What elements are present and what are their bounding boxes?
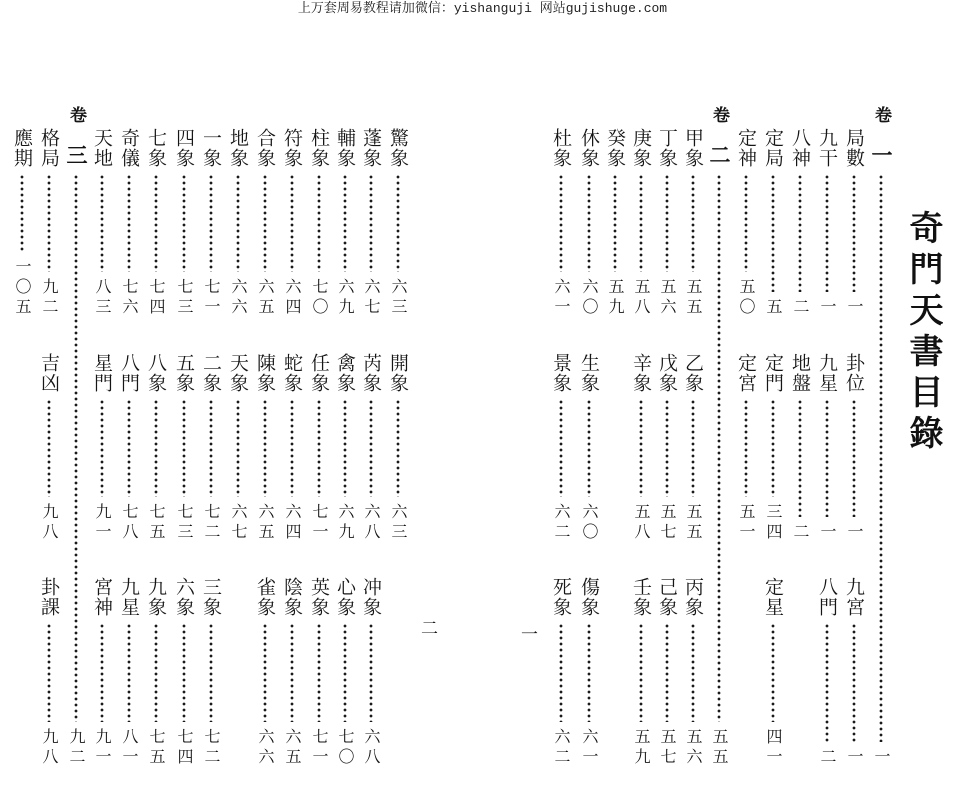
entry-page-number: 二 xyxy=(818,748,837,768)
entry-label: 九宮 xyxy=(843,577,865,617)
leader-dots xyxy=(342,399,348,497)
leader-dots xyxy=(824,399,830,517)
leader-dots xyxy=(716,174,722,722)
entry-label: 英象 xyxy=(308,577,330,617)
leader-dots xyxy=(46,174,52,272)
entry-label: 局數 xyxy=(843,128,865,168)
entry-label: 星門 xyxy=(91,353,113,393)
leader-dots xyxy=(878,174,884,742)
entry-page-number: 六四 xyxy=(283,503,302,543)
entry-label: 五象 xyxy=(173,353,195,393)
entry-label: 四象 xyxy=(173,128,195,168)
entry-page-number: 七〇 xyxy=(310,278,329,318)
entry-label: 地盤 xyxy=(789,353,811,393)
leader-dots xyxy=(262,623,268,722)
leader-dots xyxy=(289,623,295,722)
entry-label: 丙象 xyxy=(682,577,704,617)
entry-label: 辛象 xyxy=(630,353,652,393)
entry-page-number: 七二 xyxy=(202,728,221,768)
entry-label: 八神 xyxy=(789,128,811,168)
leader-dots xyxy=(368,399,374,497)
entry-page-number: 七八 xyxy=(120,503,139,543)
leader-dots xyxy=(262,399,268,497)
entry-page-number: 六二 xyxy=(552,503,571,543)
leader-dots xyxy=(126,399,132,497)
leader-dots xyxy=(46,399,52,497)
entry-label: 應期 xyxy=(11,128,33,168)
entry-label: 一象 xyxy=(200,128,222,168)
leader-dots xyxy=(586,623,592,722)
entry-page-number: 六一 xyxy=(580,728,599,768)
leader-dots xyxy=(153,623,159,722)
entry-page-number: 六八 xyxy=(362,728,381,768)
entry-page-number: 一 xyxy=(845,523,864,543)
entry-page-number: 五五 xyxy=(684,278,703,318)
entry-page-number: 六五 xyxy=(283,728,302,768)
leader-dots xyxy=(638,399,644,497)
entry-page-number: 九八 xyxy=(40,503,59,543)
entry-label: 九干 xyxy=(816,128,838,168)
leader-dots xyxy=(208,174,214,272)
entry-page-number: 六八 xyxy=(362,503,381,543)
entry-label: 吉凶 xyxy=(38,353,60,393)
entry-page-number: 七五 xyxy=(147,503,166,543)
volume-page-number: 九二 xyxy=(67,728,86,768)
volume-prefix: 卷 xyxy=(871,106,891,123)
leader-dots xyxy=(851,399,857,517)
entry-page-number: 九一 xyxy=(93,503,112,543)
leader-dots xyxy=(99,174,105,272)
entry-label: 定神 xyxy=(735,128,757,168)
entry-label: 壬象 xyxy=(630,577,652,617)
entry-page-number: 八三 xyxy=(93,278,112,318)
entry-label: 陳象 xyxy=(254,353,276,393)
entry-label: 天象 xyxy=(227,353,249,393)
leader-dots xyxy=(342,174,348,272)
entry-page-number: 五六 xyxy=(684,728,703,768)
leader-dots xyxy=(690,174,696,272)
leader-dots xyxy=(126,174,132,272)
entry-page-number: 六五 xyxy=(256,503,275,543)
leader-dots xyxy=(743,399,749,497)
right-page xyxy=(482,0,965,797)
entry-page-number: 五九 xyxy=(606,278,625,318)
leader-dots xyxy=(181,399,187,497)
entry-label: 冲象 xyxy=(360,577,382,617)
leader-dots xyxy=(235,399,241,497)
volume-number: 二 xyxy=(707,144,732,165)
leader-dots xyxy=(342,623,348,722)
leader-dots xyxy=(664,174,670,272)
leader-dots xyxy=(558,623,564,722)
leader-dots xyxy=(316,174,322,272)
entry-label: 格局 xyxy=(38,128,60,168)
entry-label: 驚象 xyxy=(387,128,409,168)
entry-page-number: 六一 xyxy=(552,278,571,318)
entry-page-number: 六九 xyxy=(336,278,355,318)
entry-page-number: 一 xyxy=(845,748,864,768)
entry-page-number: 六五 xyxy=(256,278,275,318)
leader-dots xyxy=(797,174,803,292)
entry-label: 心象 xyxy=(334,577,356,617)
entry-label: 杜象 xyxy=(550,128,572,168)
entry-page-number: 六二 xyxy=(552,728,571,768)
entry-label: 卦課 xyxy=(38,577,60,617)
entry-label: 己象 xyxy=(656,577,678,617)
entry-label: 死象 xyxy=(550,577,572,617)
entry-page-number: 七一 xyxy=(310,503,329,543)
leader-dots xyxy=(586,174,592,272)
leader-dots xyxy=(770,399,776,497)
entry-page-number: 七一 xyxy=(310,728,329,768)
entry-page-number: 七四 xyxy=(175,728,194,768)
leader-dots xyxy=(316,399,322,497)
page-number: 一 xyxy=(521,625,538,645)
leader-dots xyxy=(638,174,644,272)
header-notice: 上万套周易教程请加微信：yishanguji 网站gujishuge.com xyxy=(297,1,668,16)
volume-number: 一 xyxy=(869,144,894,165)
entry-label: 開象 xyxy=(387,353,409,393)
entry-label: 八門 xyxy=(816,577,838,617)
leader-dots xyxy=(99,399,105,497)
leader-dots xyxy=(824,623,830,742)
entry-page-number: 一 xyxy=(845,298,864,318)
entry-page-number: 七〇 xyxy=(336,728,355,768)
leader-dots xyxy=(73,174,79,722)
entry-page-number: 九二 xyxy=(40,278,59,318)
entry-label: 乙象 xyxy=(682,353,704,393)
entry-page-number: 二 xyxy=(791,298,810,318)
leader-dots xyxy=(558,399,564,497)
entry-page-number: 六〇 xyxy=(580,503,599,543)
leader-dots xyxy=(235,174,241,272)
entry-label: 三象 xyxy=(200,577,222,617)
entry-page-number: 七一 xyxy=(202,278,221,318)
leader-dots xyxy=(664,623,670,722)
entry-label: 休象 xyxy=(578,128,600,168)
entry-label: 庚象 xyxy=(630,128,652,168)
entry-label: 芮象 xyxy=(360,353,382,393)
entry-page-number: 五五 xyxy=(684,503,703,543)
entry-page-number: 一 xyxy=(818,523,837,543)
entry-label: 傷象 xyxy=(578,577,600,617)
volume-number: 三 xyxy=(64,144,89,165)
leader-dots xyxy=(743,174,749,272)
entry-label: 二象 xyxy=(200,353,222,393)
entry-page-number: 七四 xyxy=(147,278,166,318)
leader-dots xyxy=(824,174,830,292)
entry-label: 九象 xyxy=(145,577,167,617)
entry-page-number: 八一 xyxy=(120,728,139,768)
entry-label: 定門 xyxy=(762,353,784,393)
entry-label: 生象 xyxy=(578,353,600,393)
leader-dots xyxy=(770,174,776,292)
entry-page-number: 七二 xyxy=(202,503,221,543)
leader-dots xyxy=(770,623,776,722)
entry-label: 卦位 xyxy=(843,353,865,393)
entry-page-number: 六七 xyxy=(362,278,381,318)
leader-dots xyxy=(664,399,670,497)
entry-label: 定宮 xyxy=(735,353,757,393)
entry-page-number: 二 xyxy=(791,523,810,543)
entry-label: 合象 xyxy=(254,128,276,168)
volume-prefix: 卷 xyxy=(66,106,86,123)
leader-dots xyxy=(316,623,322,722)
entry-page-number: 五六 xyxy=(658,278,677,318)
volume-prefix: 卷 xyxy=(709,106,729,123)
entry-label: 八門 xyxy=(118,353,140,393)
entry-page-number: 五七 xyxy=(658,503,677,543)
entry-page-number: 五八 xyxy=(632,503,651,543)
entry-label: 定星 xyxy=(762,577,784,617)
entry-label: 陰象 xyxy=(281,577,303,617)
entry-page-number: 七五 xyxy=(147,728,166,768)
leader-dots xyxy=(46,623,52,722)
leader-dots xyxy=(395,174,401,272)
leader-dots xyxy=(289,399,295,497)
entry-label: 雀象 xyxy=(254,577,276,617)
entry-label: 九星 xyxy=(118,577,140,617)
entry-page-number: 五一 xyxy=(737,503,756,543)
entry-label: 定局 xyxy=(762,128,784,168)
entry-page-number: 五九 xyxy=(632,728,651,768)
leader-dots xyxy=(99,623,105,722)
leader-dots xyxy=(851,174,857,292)
entry-page-number: 七三 xyxy=(175,503,194,543)
entry-label: 六象 xyxy=(173,577,195,617)
entry-label: 甲象 xyxy=(682,128,704,168)
entry-label: 宮神 xyxy=(91,577,113,617)
leader-dots xyxy=(586,399,592,497)
entry-label: 符象 xyxy=(281,128,303,168)
entry-label: 柱象 xyxy=(308,128,330,168)
entry-label: 八象 xyxy=(145,353,167,393)
entry-label: 景象 xyxy=(550,353,572,393)
entry-page-number: 六九 xyxy=(336,503,355,543)
entry-page-number: 七三 xyxy=(175,278,194,318)
leader-dots xyxy=(638,623,644,722)
left-page xyxy=(0,0,482,797)
entry-label: 地象 xyxy=(227,128,249,168)
volume-page-number: 一 xyxy=(872,748,891,768)
leader-dots xyxy=(690,399,696,497)
leader-dots xyxy=(612,174,618,272)
entry-label: 蛇象 xyxy=(281,353,303,393)
leader-dots xyxy=(181,174,187,272)
entry-page-number: 一 xyxy=(818,298,837,318)
entry-page-number: 四一 xyxy=(764,728,783,768)
entry-label: 癸象 xyxy=(604,128,626,168)
page-number: 二 xyxy=(421,619,438,639)
leader-dots xyxy=(208,623,214,722)
leader-dots xyxy=(395,399,401,497)
entry-page-number: 六六 xyxy=(229,278,248,318)
leader-dots xyxy=(208,399,214,497)
leader-dots xyxy=(690,623,696,722)
entry-page-number: 七六 xyxy=(120,278,139,318)
entry-page-number: 一〇五 xyxy=(13,258,32,318)
leader-dots xyxy=(558,174,564,272)
leader-dots xyxy=(153,399,159,497)
entry-page-number: 五七 xyxy=(658,728,677,768)
entry-page-number: 九一 xyxy=(93,728,112,768)
toc-title: 奇門天書目錄 xyxy=(903,210,943,456)
entry-page-number: 六三 xyxy=(389,278,408,318)
entry-page-number: 六三 xyxy=(389,503,408,543)
entry-page-number: 五 xyxy=(764,298,783,318)
entry-label: 任象 xyxy=(308,353,330,393)
leader-dots xyxy=(262,174,268,272)
leader-dots xyxy=(181,623,187,722)
entry-label: 戊象 xyxy=(656,353,678,393)
entry-page-number: 六四 xyxy=(283,278,302,318)
volume-page-number: 五五 xyxy=(710,728,729,768)
entry-label: 天地 xyxy=(91,128,113,168)
entry-page-number: 三四 xyxy=(764,503,783,543)
leader-dots xyxy=(368,174,374,272)
entry-page-number: 六七 xyxy=(229,503,248,543)
leader-dots xyxy=(289,174,295,272)
entry-label: 輔象 xyxy=(334,128,356,168)
entry-label: 丁象 xyxy=(656,128,678,168)
entry-page-number: 五〇 xyxy=(737,278,756,318)
leader-dots xyxy=(153,174,159,272)
entry-label: 奇儀 xyxy=(118,128,140,168)
entry-page-number: 九八 xyxy=(40,728,59,768)
entry-label: 禽象 xyxy=(334,353,356,393)
entry-page-number: 五八 xyxy=(632,278,651,318)
leader-dots xyxy=(19,174,25,252)
entry-label: 九星 xyxy=(816,353,838,393)
entry-label: 七象 xyxy=(145,128,167,168)
entry-label: 蓬象 xyxy=(360,128,382,168)
entry-page-number: 六〇 xyxy=(580,278,599,318)
leader-dots xyxy=(851,623,857,742)
leader-dots xyxy=(368,623,374,722)
leader-dots xyxy=(126,623,132,722)
entry-page-number: 六六 xyxy=(256,728,275,768)
leader-dots xyxy=(797,399,803,517)
